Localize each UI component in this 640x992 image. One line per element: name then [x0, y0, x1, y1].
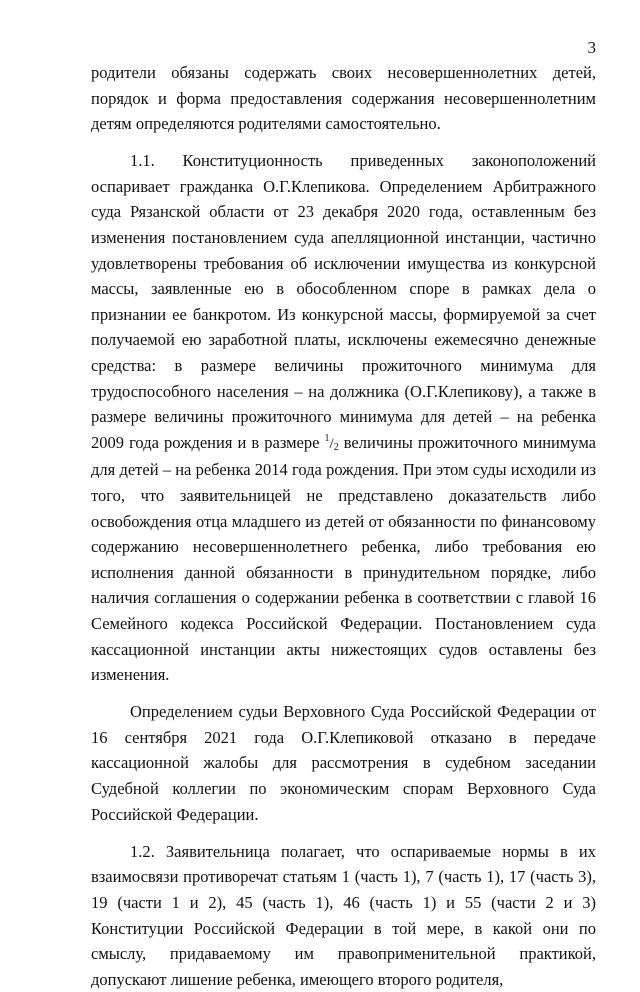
fraction-numerator: 1 — [324, 432, 330, 444]
paragraph-supreme-court-ruling: Определением судьи Верховного Суда Российской Федерации от 16 сентября 2021 года О.Г.Клепиковой отказано в передаче кассационной жалобы для рассмотрения в судебном заседании Судебной коллегии по экономическим спорам Верховного Суда Российской Федерации. — [91, 702, 596, 824]
document-body — [91, 60, 596, 992]
paragraph-1-1-text-start: 1.1. Конституционность приведенных законоположений оспаривает гражданка О.Г.Клепикова. Определением Арбитражного суда Рязанской области от 23 декабря 2020 года, оставленным без изменения постановлением суда апелляционной инстанции, частично удовлетворены требования об исключении имущества из конкурсной массы, заявленные ею в обособленном споре в рамках дела о признании ее банкротом. Из конкурсной массы, формируемой за счет получаемой ею заработной платы, исключены ежемесячно денежные средства: в размере величины прожиточного минимума для трудоспособного населения – на должника (О.Г.Клепикову), а также в размере величины прожиточного минимума для детей – на ребенка 2009 года рождения и в размере — [91, 151, 596, 452]
paragraph-continuation: родители обязаны содержать своих несовершеннолетних детей, порядок и форма предоставления содержания несовершеннолетним детям определяются родителями самостоятельно. — [91, 63, 596, 134]
paragraph-1-1-text-end: величины прожиточного минимума для детей – на ребенка 2014 года рождения. При этом суды исходили из того, что заявительницей не представлено доказательств либо освобождения отца младшего из детей от обязанности по финансовому содержанию несовершеннолетнего ребенка, либо требования ею исполнения данной обязанности в принудительном порядке, либо наличия соглашения о содержании ребенка в соответствии с главой 16 Семейного кодекса Российской Федерации. Постановлением суда кассационной инстанции акты нижестоящих судов оставлены без изменения. — [91, 432, 596, 685]
fraction-one-half: $^1/_2$ — [324, 432, 339, 453]
page-number: 3 — [587, 38, 596, 57]
fraction-denominator: 2 — [333, 441, 339, 453]
paragraph-1-1 — [91, 148, 596, 687]
paragraph-1-2: 1.2. Заявительница полагает, что оспариваемые нормы в их взаимосвязи противоречат статьям 1 (часть 1), 7 (часть 1), 17 (часть 3), 19 (части 1 и 2), 45 (часть 1), 46 (часть 1) и 55 (части 2 и 3) Конституции Российской Федерации в той мере, в какой они по смыслу, придаваемому им правоприменительной практикой, допускают лишение ребенка, имеющего второго родителя, — [91, 841, 596, 989]
